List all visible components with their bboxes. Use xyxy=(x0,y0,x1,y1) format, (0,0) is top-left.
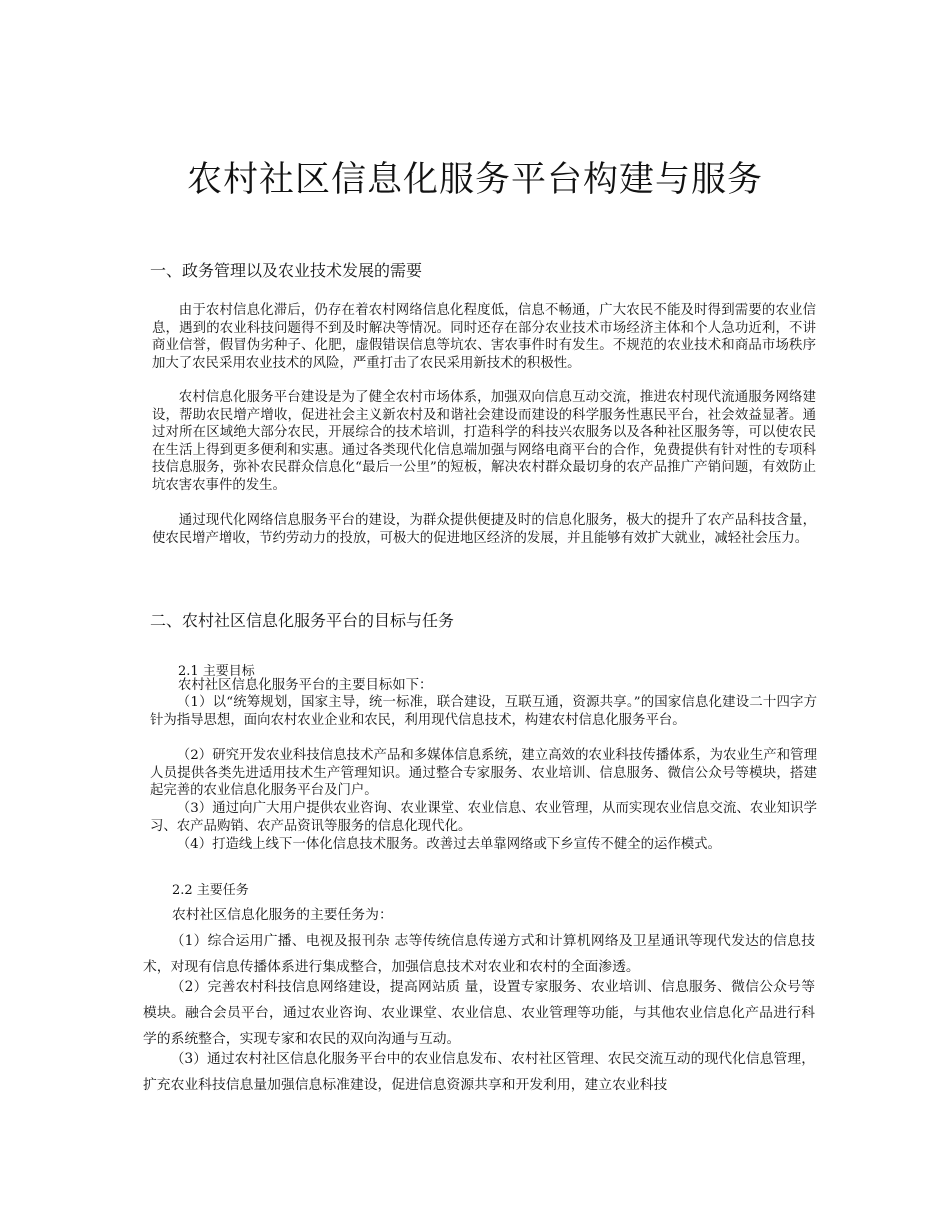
goal-item: （3）通过向广大用户提供农业咨询、农业课堂、农业信息、农业管理，从而实现农业信息交流、农业知识学习、农产品购销、农产品资讯等服务的信息化现代化。 xyxy=(150,801,817,834)
section-heading-1: 一、政务管理以及农业技术发展的需要 xyxy=(150,261,423,280)
document-title: 农村社区信息化服务平台构建与服务 xyxy=(186,160,763,200)
task-item: （3）通过农村社区信息化服务平台中的农业信息发布、农村社区管理、农民交流互动的现代化信息管理，扩充农业科技信息量加强信息标准建设，促进信息资源共享和开发利用，建立农业科技 xyxy=(143,1051,815,1093)
section1-paragraph: 通过现代化网络信息服务平台的建设，为群众提供便捷及时的信息化服务，极大的提升了农产品科技含量，使农民增产增收，节约劳动力的投放，可极大的促进地区经济的发展，并且能够有效扩大就业，减轻社会压力。 xyxy=(152,513,816,546)
goal-item: （1）以“统筹规划，国家主导，统一标准，联合建设，互联互通，资源共享。”的国家信息化建设二十四字方针为指导思想，面向农村农业企业和农民，利用现代信息技术，构建农村信息化服务平台。 xyxy=(150,695,817,728)
goal-item: （2）研究开发农业科技信息技术产品和多媒体信息系统，建立高效的农业科技传播体系，为农业生产和管理人员提供各类先进适用技术生产管理知识。通过整合专家服务、农业培训、信息服务、微信公众号等模块，搭建起完善的农业信息化服务平台及门户。 xyxy=(150,748,817,798)
task-item: （1）综合运用广播、电视及报刊杂 志等传统信息传递方式和计算机网络及卫星通讯等现代发达的信息技术，对现有信息传播体系进行集成整合，加强信息技术对农业和农村的全面渗透。 xyxy=(143,933,815,975)
subsection-intro: 农村社区信息化服务的主要任务为： xyxy=(172,907,393,923)
goal-item: （4）打造线上线下一体化信息技术服务。改善过去单靠网络或下乡宣传不健全的运作模式。 xyxy=(176,837,721,852)
subsection-heading-2-2: 2.2 主要任务 xyxy=(172,883,249,898)
subsection-heading-2-1: 2.1 主要目标 xyxy=(178,664,255,679)
section-heading-2: 二、农村社区信息化服务平台的目标与任务 xyxy=(150,611,455,630)
section1-paragraph: 由于农村信息化滞后，仍存在着农村网络信息化程度低，信息不畅通，广大农民不能及时得到需要的农业信息，遇到的农业科技问题得不到及时解决等情况。同时还存在部分农业技术市场经济主体和个人急功近利，不讲商业信誉，假冒伪劣种子、化肥，虚假错误信息等坑农、害农事件时有发生。不规范的农业技术和商品市场秩序加大了农民采用农业技术的风险，严重打击了农民采用新技术的积极性。 xyxy=(152,303,816,371)
task-item: （2）完善农村科技信息网络建设，提高网站质 量，设置专家服务、农业培训、信息服务、微信公众号等模块。融合会员平台，通过农业咨询、农业课堂、农业信息、农业管理等功能，与其他农业信息化产品进行科学的系统整合，实现专家和农民的双向沟通与互动。 xyxy=(143,979,815,1047)
subsection-intro: 农村社区信息化服务平台的主要目标如下： xyxy=(178,678,433,693)
section1-paragraph: 农村信息化服务平台建设是为了健全农村市场体系，加强双向信息互动交流，推进农村现代流通服务网络建设，帮助农民增产增收，促进社会主义新农村及和谐社会建设而建设的科学服务性惠民平台，社会效益显著。通过对所在区域绝大部分农民，开展综合的技术培训，打造科学的科技兴农服务以及各种社区服务等，可以使农民在生活上得到更多便利和实惠。通过各类现代化信息端加强与网络电商平台的合作，免费提供有针对性的专项科技信息服务，弥补农民群众信息化“最后一公里”的短板，解决农村群众最切身的农产品推广产销问题，有效防止坑农害农事件的发生。 xyxy=(152,390,816,493)
